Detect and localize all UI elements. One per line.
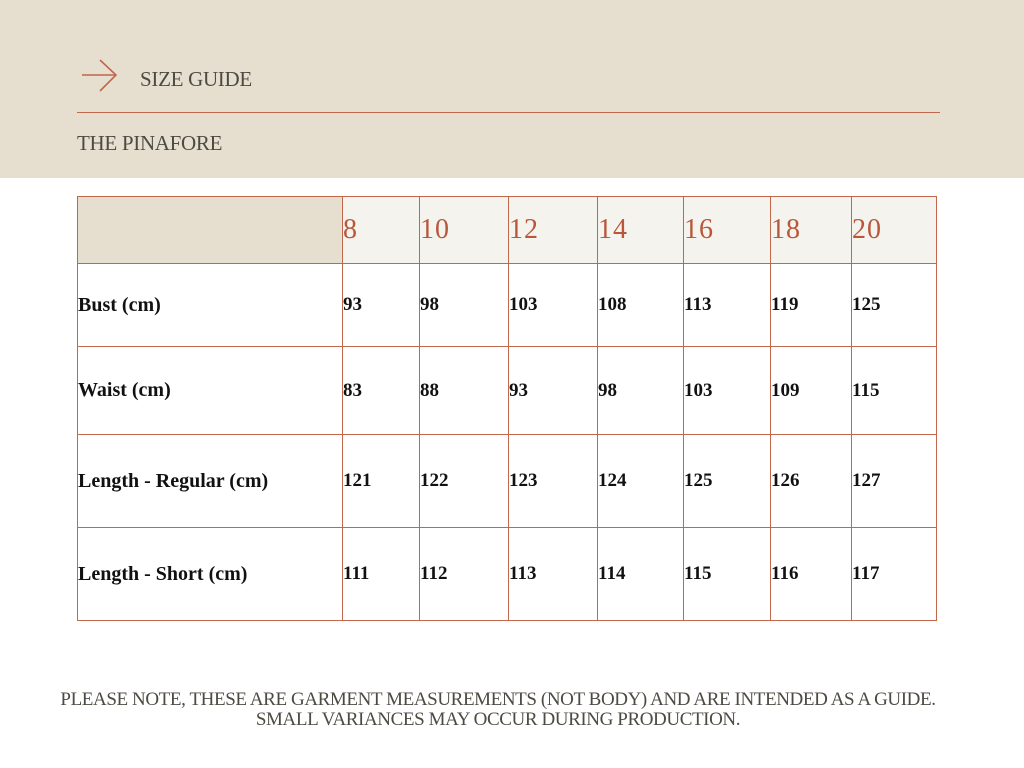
table-row xyxy=(78,264,937,347)
header-banner xyxy=(0,0,1024,178)
size-header-row xyxy=(78,197,937,264)
table-cell: 98 xyxy=(598,347,684,435)
size-header-cell: 16 xyxy=(684,197,771,264)
size-header-cell: 20 xyxy=(852,197,937,264)
header-divider xyxy=(77,112,940,113)
table-cell: 103 xyxy=(684,347,771,435)
table-cell: 115 xyxy=(852,347,937,435)
row-label: Length - Short (cm) xyxy=(78,528,343,621)
arrow-right-icon xyxy=(80,58,120,94)
table-cell: 125 xyxy=(852,264,937,347)
disclaimer-note: PLEASE NOTE, THESE ARE GARMENT MEASUREMENTS (NOT BODY) AND ARE INTENDED AS A GUIDE. SMALL VARIANCES MAY OCCUR DURING PRODUCTION. xyxy=(60,689,936,730)
table-row xyxy=(78,347,937,435)
table-cell: 127 xyxy=(852,435,937,528)
size-header-cell: 14 xyxy=(598,197,684,264)
table-cell: 108 xyxy=(598,264,684,347)
size-header-cell: 10 xyxy=(420,197,509,264)
table-cell: 93 xyxy=(509,347,598,435)
table-cell: 122 xyxy=(420,435,509,528)
table-cell: 124 xyxy=(598,435,684,528)
table-cell: 116 xyxy=(771,528,852,621)
table-row xyxy=(78,528,937,621)
product-name: THE PINAFORE xyxy=(77,131,223,155)
row-label: Waist (cm) xyxy=(78,347,343,435)
table-cell: 93 xyxy=(343,264,420,347)
table-cell: 83 xyxy=(343,347,420,435)
corner-cell xyxy=(78,197,343,264)
table-cell: 117 xyxy=(852,528,937,621)
table-cell: 113 xyxy=(684,264,771,347)
table-cell: 125 xyxy=(684,435,771,528)
table-cell: 114 xyxy=(598,528,684,621)
table-cell: 88 xyxy=(420,347,509,435)
table-cell: 115 xyxy=(684,528,771,621)
size-header-cell: 18 xyxy=(771,197,852,264)
table-cell: 113 xyxy=(509,528,598,621)
table-row xyxy=(78,435,937,528)
table-cell: 112 xyxy=(420,528,509,621)
table-cell: 126 xyxy=(771,435,852,528)
table-cell: 119 xyxy=(771,264,852,347)
row-label: Bust (cm) xyxy=(78,264,343,347)
size-table xyxy=(77,196,937,621)
table-cell: 111 xyxy=(343,528,420,621)
table-cell: 109 xyxy=(771,347,852,435)
table-cell: 98 xyxy=(420,264,509,347)
table-cell: 103 xyxy=(509,264,598,347)
page-title: SIZE GUIDE xyxy=(140,67,252,91)
row-label: Length - Regular (cm) xyxy=(78,435,343,528)
table-cell: 123 xyxy=(509,435,598,528)
table-cell: 121 xyxy=(343,435,420,528)
size-header-cell: 8 xyxy=(343,197,420,264)
size-header-cell: 12 xyxy=(509,197,598,264)
